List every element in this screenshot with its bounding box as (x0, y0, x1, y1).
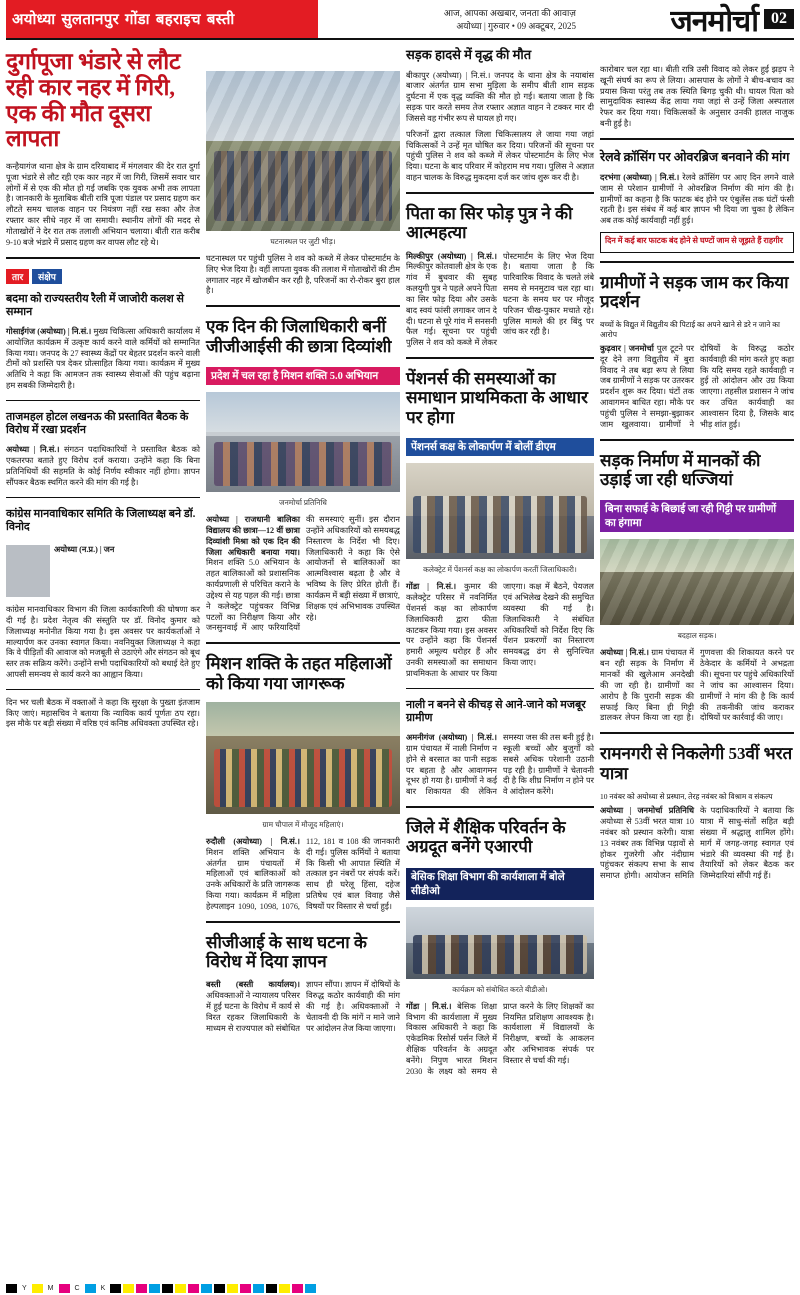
col4-note-box (600, 232, 794, 252)
col3c-body: ग्राम पंचायत में नाली निर्माण न होने से बरसात का पानी सड़क पर बहता है और आवागमन दूभर हो गया है। ग्रामीणों ने कई बार शिकायत की लेकिन समस्या जस की तस बनी हुई है। स्कूली बच्चों और बुजुर्गों को सबसे अधिक परेशानी उठानी पड़ रही है। ग्रामीणों ने चेतावनी दी है कि शीघ्र निर्माण न होने पर वे आंदोलन करेंगे। (405, 733, 594, 797)
col3top-headline: सड़क हादसे में वृद्ध की मौत (405, 47, 532, 62)
col2c-text (206, 980, 400, 1034)
col4b-kicker: बिना सफाई के बिछाई जा रही गिट्टी पर ग्रामीणों का हंगामा (600, 500, 794, 532)
column-1 (6, 45, 200, 1078)
col3top-p0: बीकापुर (अयोध्या) | नि.सं.। जनपद के थाना क्षेत्र के नयाबांस बाजार अंतर्गत ग्राम सभा मुड़िला के समीप बीती शाम सड़क दुर्घटना में एक वृद्ध व्यक्ति की मौत हो गई। बताया जाता है कि सड़क पार करते समय तेज रफ्तार अज्ञात वाहन ने टक्कर मार दी जिससे वह गंभीर रूप से घायल हो गए। (405, 70, 595, 123)
col1-author-headline: कांग्रेस मानवाधिकार समिति के जिलाध्यक्ष बने डॉ. विनोद (6, 507, 196, 533)
col1-mid2-headline: ताजमहल होटल लखनऊ की प्रस्तावित बैठक के विरोध में रखा प्रदर्शन (6, 410, 189, 437)
col2a-caption: जनमोर्चा प्रतिनिधि (279, 498, 327, 508)
col2c-body: अधिवक्ताओं ने न्यायालय परिसर में हुई घटना के विरोध में कार्य से विरत रहकर जिलाधिकारी के माध्यम से राज्यपाल को संबोधित ज्ञापन सौंपा। ज्ञापन में दोषियों के विरुद्ध कठोर कार्यवाही की मांग की गई है। अधिवक्ताओं ने चेतावनी दी कि मांगें न माने जाने पर आंदोलन तेज किया जाएगा। (205, 980, 400, 1033)
masthead-smallline: आज, आपका अखबार, जनता की आवाज़ (443, 8, 576, 18)
col4box-text (600, 173, 794, 227)
col2b-photo (206, 702, 400, 814)
col1-filler: दिन भर चली बैठक में वक्ताओं ने कहा कि सुरक्षा के पुख्ता इंतजाम किए जाएं। महासचिव ने बताया कि न्यायिक कार्य पूर्णतः ठप रहा। इस मौके पर बड़ी संख्या में वरिष्ठ एवं कनिष्ठ अधिवक्ता उपस्थित रहे। (6, 697, 200, 729)
col3b-dateline: गोंडा | नि.सं.। (405, 582, 457, 592)
lead-text-left: कन्हैयागंज थाना क्षेत्र के ग्राम दरियाबाद में मंगलवार की देर रात दुर्गा पूजा भंडारे से लौट रही एक कार नहर में जा गिरी, जिसमें सवार चार लोगों में से एक की मौत हो गई जबकि एक युवक अभी तक लापता है। जानकारी के मुताबिक बीती रात्रि पूजा पंडाल पर प्रसाद ग्रहण कर लौटते समय चालक वाहन पर नियंत्रण नहीं रख सका और तेज रफ्तार कार सीधे नहर में जा समायी। स्थानीय लोगों की मदद से गोताखोरों ने देर रात तक तलाशी अभियान चलाया। बीती रात करीब 9-10 बजे भंडारे में प्रसाद ग्रहण कर वापस लौट रहे थे। (6, 162, 200, 247)
column-4 (600, 45, 794, 1078)
col1-mid-headline: बदमा को राज्यस्तरीय रैली में जाजोरी कलश से सम्मान (6, 292, 184, 318)
col3b-caption: कलेक्ट्रेट में पेंशनर्स कक्ष का लोकार्पण करतीं जिलाधिकारी। (423, 565, 577, 575)
col4box-dateline: दरभंगा (अयोध्या) | नि.सं.। (600, 172, 680, 182)
col2a-kicker: प्रदेश में चल रहा है मिशन शक्ति 5.0 अभियान (206, 367, 400, 385)
colorbar-label-y: Y (22, 1284, 27, 1292)
lead-headline: दुर्गापूजा भंडारे से लौट रही कार नहर में गिरी, एक की मौत दूसरा लापता (6, 49, 181, 152)
col4b-headline: सड़क निर्माण में मानकों की उड़ाई जा रही धज्जियां (600, 450, 761, 489)
col4b-text (600, 648, 794, 724)
edition-4: बस्ती (206, 12, 235, 28)
col3main-right-text: कारोबार चल रहा था। बीती रात्रि उसी विवाद को लेकर हुई झड़प ने खूनी संघर्ष का रूप ले लिया। आसपास के लोगों ने बीच-बचाव का प्रयास किया परंतु तब तक स्थिति बिगड़ चुकी थी। घायल पिता को सामुदायिक स्वास्थ्य केंद्र लाया गया जहां से उन्हें जिला अस्पताल रेफर कर दिया गया। चिकित्सकों के अनुसार उनकी हालत नाजुक बनी हुई है। (600, 65, 794, 129)
masthead-right (584, 0, 794, 38)
colorbar-label-c: C (74, 1284, 80, 1292)
lead-text-right: घटनास्थल पर पहुंची पुलिस ने शव को कब्जे में लेकर पोस्टमार्टम के लिए भेज दिया है। वहीं लापता युवक की तलाश में गोताखोरों की टीम लगातार नहर में खोजबीन कर रही है, परिजनों का रो-रोकर बुरा हाल है। (205, 254, 400, 296)
col2c-dateline: बस्ती (बस्ती कार्यालय)। (205, 980, 300, 990)
col4b-caption: बदहाल सड़क। (677, 631, 717, 641)
col4box-body: रेलवे क्रॉसिंग पर आए दिन लगने वाले जाम से परेशान ग्रामीणों ने ओवरब्रिज निर्माण की मांग की है। ग्रामीणों का कहना है कि फाटक बंद होने पर एंबुलेंस तक घंटों फंसी रहती है। इस संबंध में कई बार ज्ञापन भी दिया जा चुका है लेकिन अब तक कोई कार्यवाही नहीं हुई। (600, 172, 794, 226)
edition-3: बहराइच (155, 12, 201, 28)
col2b-caption: ग्राम चौपाल में मौजूद महिलाएं। (262, 819, 344, 829)
col2b-text (206, 837, 400, 913)
col3d-dateline: गोंडा | नि.सं.। (405, 1001, 452, 1011)
col1-mid2-body: संगठन पदाधिकारियों ने प्रस्तावित बैठक को एकतरफा बताते हुए विरोध दर्ज कराया। उन्होंने कहा कि बिना प्रतिनिधियों की सहमति के कोई निर्णय स्वीकार नहीं होगा। ज्ञापन सौंपकर बैठक स्थगित करने की मांग की गई है। (6, 445, 200, 487)
print-registration-colorbar (6, 1283, 794, 1293)
col3c-text (406, 733, 594, 798)
edition-1: सुलतानपुर (61, 12, 120, 28)
col4c-dateline: अयोध्या | जनमोर्चा प्रतिनिधि (600, 806, 694, 816)
col2a-body: मिशन शक्ति 5.0 अभियान के तहत बालिकाओं को प्रशासनिक कार्यप्रणाली से परिचित कराने के उद्देश्य से यह पहल की गई। छात्रा ने कलेक्ट्रेट पहुंचकर विभिन्न पटलों का निरीक्षण किया और जनसुनवाई में आए फरियादियों की समस्याएं सुनीं। इस दौरान उन्होंने अधिकारियों को समयबद्ध निस्तारण के निर्देश भी दिए। जिलाधिकारी ने कहा कि ऐसे आयोजनों से बालिकाओं का आत्मविश्वास बढ़ता है और वे भविष्य के लिए प्रेरित होती हैं। कार्यक्रम में बड़ी संख्या में छात्राएं, शिक्षक एवं अभिभावक उपस्थित रहे। (205, 515, 400, 633)
col2c-headline: सीजीआई के साथ घटना के विरोध में दिया ज्ञापन (205, 932, 367, 972)
col1-mid2-text (6, 445, 200, 488)
tab-sankshep[interactable]: संक्षेप (32, 269, 62, 284)
col2a-photo (206, 392, 400, 492)
lead-photo-caption: घटनास्थल पर जुटी भीड़। (270, 237, 336, 246)
page-number: 02 (764, 9, 794, 29)
col3main-body: मिल्कीपुर कोतवाली क्षेत्र के एक गांव में बुधवार की सुबह कलयुगी पुत्र ने पहले अपने पिता का सिर फोड़ दिया और उसके बाद स्वयं फांसी लगाकर जान दे दी। घटना से पूरे गांव में सनसनी फैल गई। सूचना पर पहुंची पुलिस ने शव को कब्जे में लेकर पोस्टमार्टम के लिए भेज दिया है। बताया जाता है कि पारिवारिक विवाद के चलते लंबे समय से मनमुटाव चल रहा था। घटना के समय घर पर मौजूद परिजन चीख-पुकार मचाते रहे। पुलिस मामले की हर बिंदु पर जांच कर रही है। (405, 251, 594, 348)
col2b-body: मिशन शक्ति अभियान के अंतर्गत ग्राम पंचायतों में महिलाओं एवं बालिकाओं को उनके अधिकारों के प्रति जागरूक किया गया। कार्यक्रम में महिला हेल्पलाइन 1090, 1098, 1076, 112, 181 व 108 की जानकारी दी गई। पुलिस कर्मियों ने बताया कि किसी भी आपात स्थिति में तत्काल इन नंबरों पर संपर्क करें। साथ ही घरेलू हिंसा, दहेज प्रतिषेध एवं बाल विवाह जैसे विषयों पर विस्तार से चर्चा हुई। (205, 836, 400, 911)
col1-author-text: कांग्रेस मानवाधिकार विभाग की जिला कार्यकारिणी की घोषणा कर दी गई है। प्रदेश नेतृत्व की संस्तुति पर डॉ. विनोद कुमार को जिलाध्यक्ष मनोनीत किया गया है। इस अवसर पर कार्यकर्ताओं ने माल्यार्पण कर उनका स्वागत किया। नवनियुक्त जिलाध्यक्ष ने कहा कि वे पीड़ितों की आवाज को मजबूती से उठाएंगे और संगठन को बूथ स्तर तक सक्रिय करेंगे। उन्होंने सभी पदाधिकारियों को बधाई देते हुए आपसी समन्वय से कार्य करने का आह्वान किया। (6, 605, 200, 679)
col3b-text (406, 582, 594, 679)
lead-photo (206, 71, 400, 231)
col3d-text (406, 1002, 594, 1078)
edition-2: गोंडा (125, 12, 150, 28)
col4b-dateline: अयोध्या | नि.सं.। (600, 648, 649, 658)
edition-0: अयोध्या (12, 12, 56, 28)
column-3 (406, 45, 594, 1078)
col4c-text (600, 806, 794, 882)
masthead (6, 0, 794, 40)
col4c-body: अयोध्या से 53वीं भरत यात्रा 10 नवंबर को प्रस्थान करेगी। यात्रा 13 नवंबर तक विभिन्न पड़ावों से होकर गुजरेगी और नंदीग्राम पहुंचकर संकल्प सभा के साथ समाप्त होगी। आयोजन समिति के पदाधिकारियों ने बताया कि यात्रा में साधु-संतों सहित बड़ी संख्या में श्रद्धालु शामिल होंगे। मार्ग में जगह-जगह स्वागत एवं भंडारे की व्यवस्था की गई है। तैयारियों को लेकर बैठक कर जिम्मेदारियां सौंपी गई हैं। (600, 806, 794, 881)
colorbar-label-k: K (100, 1284, 106, 1292)
tab-taar[interactable]: तार (6, 269, 29, 284)
edition-strip (6, 0, 318, 38)
col2b-headline: मिशन शक्ति के तहत महिलाओं को किया गया जागरूक (205, 654, 392, 693)
col3b-headline: पेंशनर्स की समस्याओं का समाधान प्राथमिकता के आधार पर होगा (405, 369, 588, 427)
author-block (6, 545, 200, 597)
col2b-dateline: रुदौली (अयोध्या) | नि.सं.। (205, 836, 300, 846)
col3main-dateline: मिल्कीपुर (अयोध्या) | नि.सं.। (405, 251, 497, 261)
newspaper-logo: जनमोर्चा (670, 4, 758, 38)
col3main-headline: पिता का सिर फोड़ पुत्र ने की आत्महत्या (405, 203, 573, 243)
col1-author-lead (54, 545, 200, 556)
col4a-text (600, 344, 794, 431)
col1-author-dateline: अयोध्या (न.प्र.) | जन (54, 545, 115, 555)
col1-mid2-dateline: अयोध्या | नि.सं.। (6, 445, 60, 455)
col4a-headline: ग्रामीणों ने सड़क जाम कर किया प्रदर्शन (600, 272, 789, 311)
col3d-caption: कार्यक्रम को संबोधित करते बीडीओ। (452, 984, 548, 994)
author-photo (6, 545, 50, 597)
col2a-headline: एक दिन की जिलाधिकारी बनीं जीजीआईसी की छात्रा दिव्यांशी (205, 317, 392, 356)
col4c-kicker: 10 नवंबर को अयोध्या से प्रस्थान, तेरह नवंबर को विश्राम व संकल्प (600, 791, 773, 801)
col2a-dateline: अयोध्या | राजधानी बालिका विद्यालय की छात्रा—12 वीं छात्रा दिव्यांशी मिश्रा को एक दिन की जिला अधिकारी बनाया गया। (205, 515, 300, 557)
col4box-headline: रेलवे क्रॉसिंग पर ओवरब्रिज बनवाने की मांग (600, 149, 790, 164)
col1-mid-body: मुख्य चिकित्सा अधिकारी कार्यालय में आयोजित कार्यक्रम में उत्कृष्ट कार्य करने वाले कर्मियों को सम्मानित किया गया। जनपद के 27 स्वास्थ्य केंद्रों पर बेहतर प्रदर्शन करने वाली टीमों को प्रशस्ति पत्र देकर प्रोत्साहित किया गया। कार्यक्रम में मुख्य अतिथि ने कहा कि आमजन तक स्वास्थ्य सेवाओं की पहुंच बढ़ाना हम सबकी जिम्मेदारी है। (6, 327, 200, 391)
colorbar-label-m: M (47, 1284, 54, 1292)
col3c-dateline: अमनीगंज (अयोध्या) | नि.सं.। (405, 733, 497, 743)
masthead-center (318, 0, 584, 38)
col1-mid-text (6, 327, 200, 392)
col3d-headline: जिले में शैक्षिक परिवर्तन के अग्रदूत बनेंगे एआरपी (405, 818, 566, 857)
col4b-photo (600, 539, 794, 625)
col4-note-title: दिन में कई बार फाटक बंद होने से घण्टों जाम से जूझते हैं राहगीर (605, 236, 783, 246)
col3main-text (406, 252, 594, 349)
col3b-photo (406, 463, 594, 559)
col4a-dateline: कुढ़वार | जनमोर्चा (600, 344, 654, 353)
col3b-body: कुमार की कलेक्ट्रेट परिसर में नवनिर्मित पेंशनर्स कक्ष का लोकार्पण जिलाधिकारी द्वारा फीता काटकर किया गया। इस अवसर पर उन्होंने कहा कि पेंशनर्स हमारी अमूल्य धरोहर हैं और उनकी समस्याओं का समाधान प्राथमिकता के आधार पर किया जाएगा। कक्ष में बैठने, पेयजल एवं अभिलेख देखने की समुचित व्यवस्था की गई है। जिलाधिकारी ने संबंधित अधिकारियों को निर्देश दिए कि पेंशन प्रकरणों का निस्तारण समयबद्ध ढंग से सुनिश्चित किया जाए। (405, 582, 594, 678)
masthead-dateline: अयोध्या | गुरुवार • 09 अक्टूबर, 2025 (456, 21, 576, 31)
col4a-body: पुल टूटने पर दूर देने लगा विद्युतीय में बुरा विवाद ने तब बड़ा रूप ले लिया जब ग्रामीणों ने सड़क पर उतरकर प्रदर्शन शुरू कर दिया। घंटों तक आवागमन बाधित रहा। मौके पर पहुंची पुलिस ने समझा-बुझाकर जाम खुलवाया। ग्रामीणों ने दोषियों के विरुद्ध कठोर कार्यवाही की मांग करते हुए कहा कि यदि समय रहते कार्यवाही न हुई तो आंदोलन और उग्र किया जाएगा। तहसील प्रशासन ने जांच कर उचित कार्यवाही का आश्वासन दिया है, जिसके बाद भीड़ शांत हुई। (600, 344, 794, 429)
col4b-body: ग्राम पंचायत में बन रही सड़क के निर्माण में मानकों की खुलेआम अनदेखी की जा रही है। ग्रामीणों का आरोप है कि पुरानी सड़क की सफाई किए बिना ही गिट्टी डालकर लेपन किया जा रहा है। गुणवत्ता की शिकायत करने पर ठेकेदार के कर्मियों ने अभद्रता की। सूचना पर पहुंचे अधिकारियों ने जांच का आश्वासन दिया। ग्रामीणों ने मांग की है कि कार्य की तकनीकी जांच कराकर दोषियों पर कार्रवाई की जाए। (600, 648, 794, 723)
col3d-kicker: बेसिक शिक्षा विभाग की कार्यशाला में बोले सीडीओ (406, 868, 594, 900)
col3top-p1: परिजनों द्वारा तत्काल जिला चिकित्सालय ले जाया गया जहां चिकित्सकों ने उन्हें मृत घोषित कर दिया। परिजनों की सूचना पर पहुंची पुलिस ने शव को कब्जे में लेकर पोस्टमार्टम के लिए भेज दिया। घटना के बाद परिवार में कोहराम मच गया। पुलिस ने अज्ञात वाहन चालक के विरुद्ध मुकदमा दर्ज कर जांच शुरू कर दी है। (405, 129, 595, 183)
section-tabs (6, 269, 200, 284)
col3c-headline: नाली न बनने से कीचड़ से आने-जाने को मजबूर ग्रामीण (405, 698, 586, 724)
column-2 (206, 45, 400, 1078)
col1-mid-dateline: गोसाईंगंज (अयोध्या) | नि.सं.। (6, 327, 92, 336)
col3b-kicker: पेंशनर्स कक्ष के लोकार्पण में बोलीं डीएम (406, 438, 594, 456)
col3d-body: बेसिक शिक्षा विभाग की कार्यशाला में मुख्य विकास अधिकारी ने कहा कि एकेडमिक रिसोर्स पर्सन जिले में शैक्षिक परिवर्तन के अग्रदूत बनेंगे। निपुण भारत मिशन 2030 के लक्ष्य को समय से प्राप्त करने के लिए शिक्षकों का नियमित प्रशिक्षण आवश्यक है। कार्यशाला में विद्यालयों के निरीक्षण, बच्चों के आकलन और अभिभावक संपर्क पर विस्तार से चर्चा की गई। (405, 1001, 594, 1076)
col2a-text (206, 515, 400, 634)
col3d-photo (406, 907, 594, 979)
page-columns (6, 45, 794, 1078)
col4a-kicker: बच्चों के विद्युत में विद्युतीय की पिटाई का अपने खाने से डरे न जाने का आरोप (600, 320, 780, 339)
col4c-headline: रामनगरी से निकलेगी 53वीं भरत यात्रा (600, 744, 793, 783)
